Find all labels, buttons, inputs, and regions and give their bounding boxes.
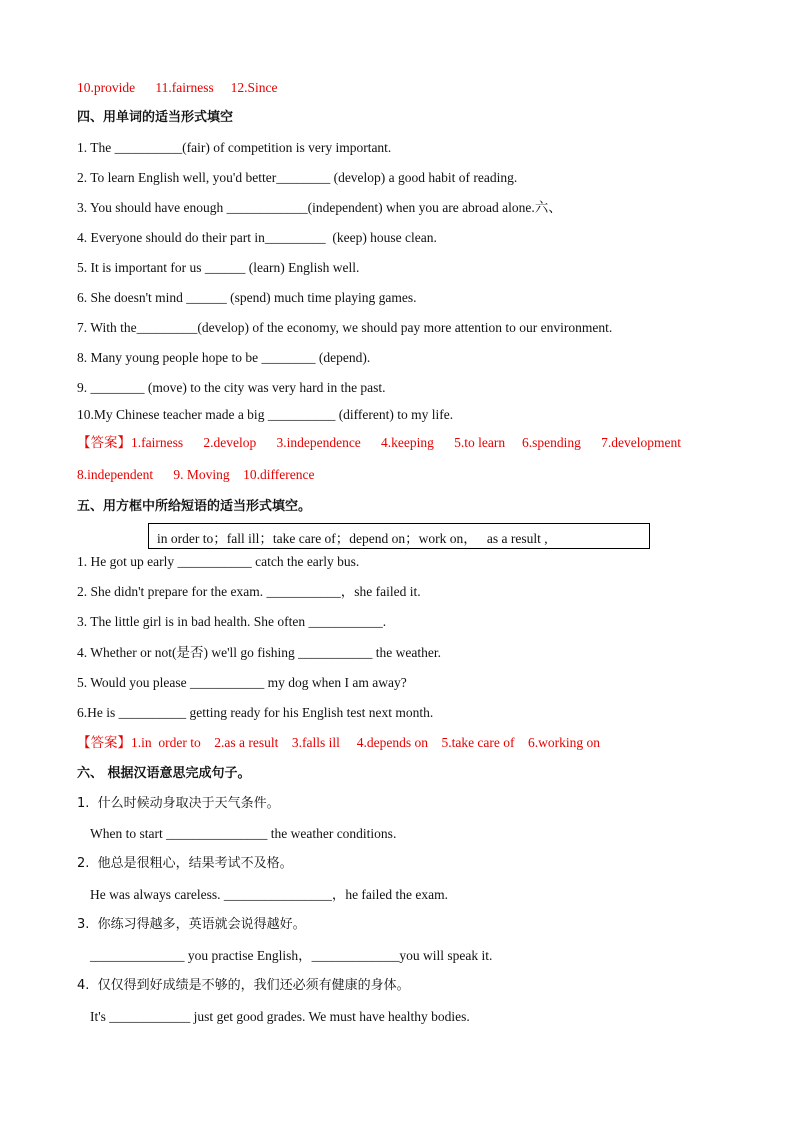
question-6-2-english: He was always careless. ________________，he failed the exam. — [90, 887, 449, 902]
question-4-8: 8. Many young people hope to be ________ (depend). — [77, 350, 371, 365]
question-5-6: 6.He is __________ getting ready for his English test next month. — [77, 705, 434, 720]
question-4-3: 3. You should have enough ____________(independent) when you are abroad alone.六、 — [77, 200, 562, 215]
question-4-10: 10.My Chinese teacher made a big __________ (different) to my life. — [77, 407, 454, 422]
question-5-2: 2. She didn't prepare for the exam. ___________，she failed it. — [77, 584, 421, 599]
question-4-7: 7. With the_________(develop) of the economy, we should pay more attention to our environment. — [77, 320, 613, 335]
question-6-3-chinese: 3. 你练习得越多，英语就会说得越好。 — [77, 917, 306, 932]
question-4-2: 2. To learn English well, you'd better________ (develop) a good habit of reading. — [77, 170, 518, 185]
question-5-3: 3. The little girl is in bad health. She often ___________. — [77, 614, 387, 629]
question-6-3-english: ______________ you practise English，_____________you will speak it. — [90, 948, 493, 963]
question-6-4-english: It's ____________ just get good grades. We must have healthy bodies. — [90, 1009, 470, 1024]
question-5-5: 5. Would you please ___________ my dog when I am away? — [77, 675, 407, 690]
phrase-box-text: in order to；fall ill；take care of；depend on；work on， as a result , — [157, 531, 548, 546]
question-6-1-chinese: 1. 什么时候动身取决于天气条件。 — [77, 796, 280, 811]
question-6-4-chinese: 4. 仅仅得到好成绩是不够的，我们还必须有健康的身体。 — [77, 978, 410, 993]
section-5-title: 五、用方框中所给短语的适当形式填空。 — [77, 499, 312, 514]
question-4-4: 4. Everyone should do their part in_________ (keep) house clean. — [77, 230, 437, 245]
question-4-9: 9. ________ (move) to the city was very hard in the past. — [77, 380, 386, 395]
question-5-1: 1. He got up early ___________ catch the early bus. — [77, 554, 360, 569]
question-4-5: 5. It is important for us ______ (learn) English well. — [77, 260, 360, 275]
answer-4-line-2: 8.independent 9. Moving 10.difference — [77, 467, 315, 482]
question-6-2-chinese: 2. 他总是很粗心，结果考试不及格。 — [77, 856, 293, 871]
phrase-box — [148, 523, 650, 549]
question-5-4: 4. Whether or not(是否) we'll go fishing ___________ the weather. — [77, 645, 441, 660]
question-6-1-english: When to start _______________ the weather conditions. — [90, 826, 397, 841]
question-4-1: 1. The __________(fair) of competition is very important. — [77, 140, 392, 155]
question-4-6: 6. She doesn't mind ______ (spend) much time playing games. — [77, 290, 417, 305]
section-6-title: 六、 根据汉语意思完成句子。 — [77, 766, 251, 781]
previous-answers: 10.provide 11.fairness 12.Since — [77, 80, 278, 95]
answer-5: 【答案】1.in order to 2.as a result 3.falls ill 4.depends on 5.take care of 6.working on — [77, 735, 601, 750]
answer-4-line-1: 【答案】1.fairness 2.develop 3.independence 4.keeping 5.to learn 6.spending 7.development — [77, 435, 681, 450]
section-4-title: 四、用单词的适当形式填空 — [77, 110, 234, 125]
